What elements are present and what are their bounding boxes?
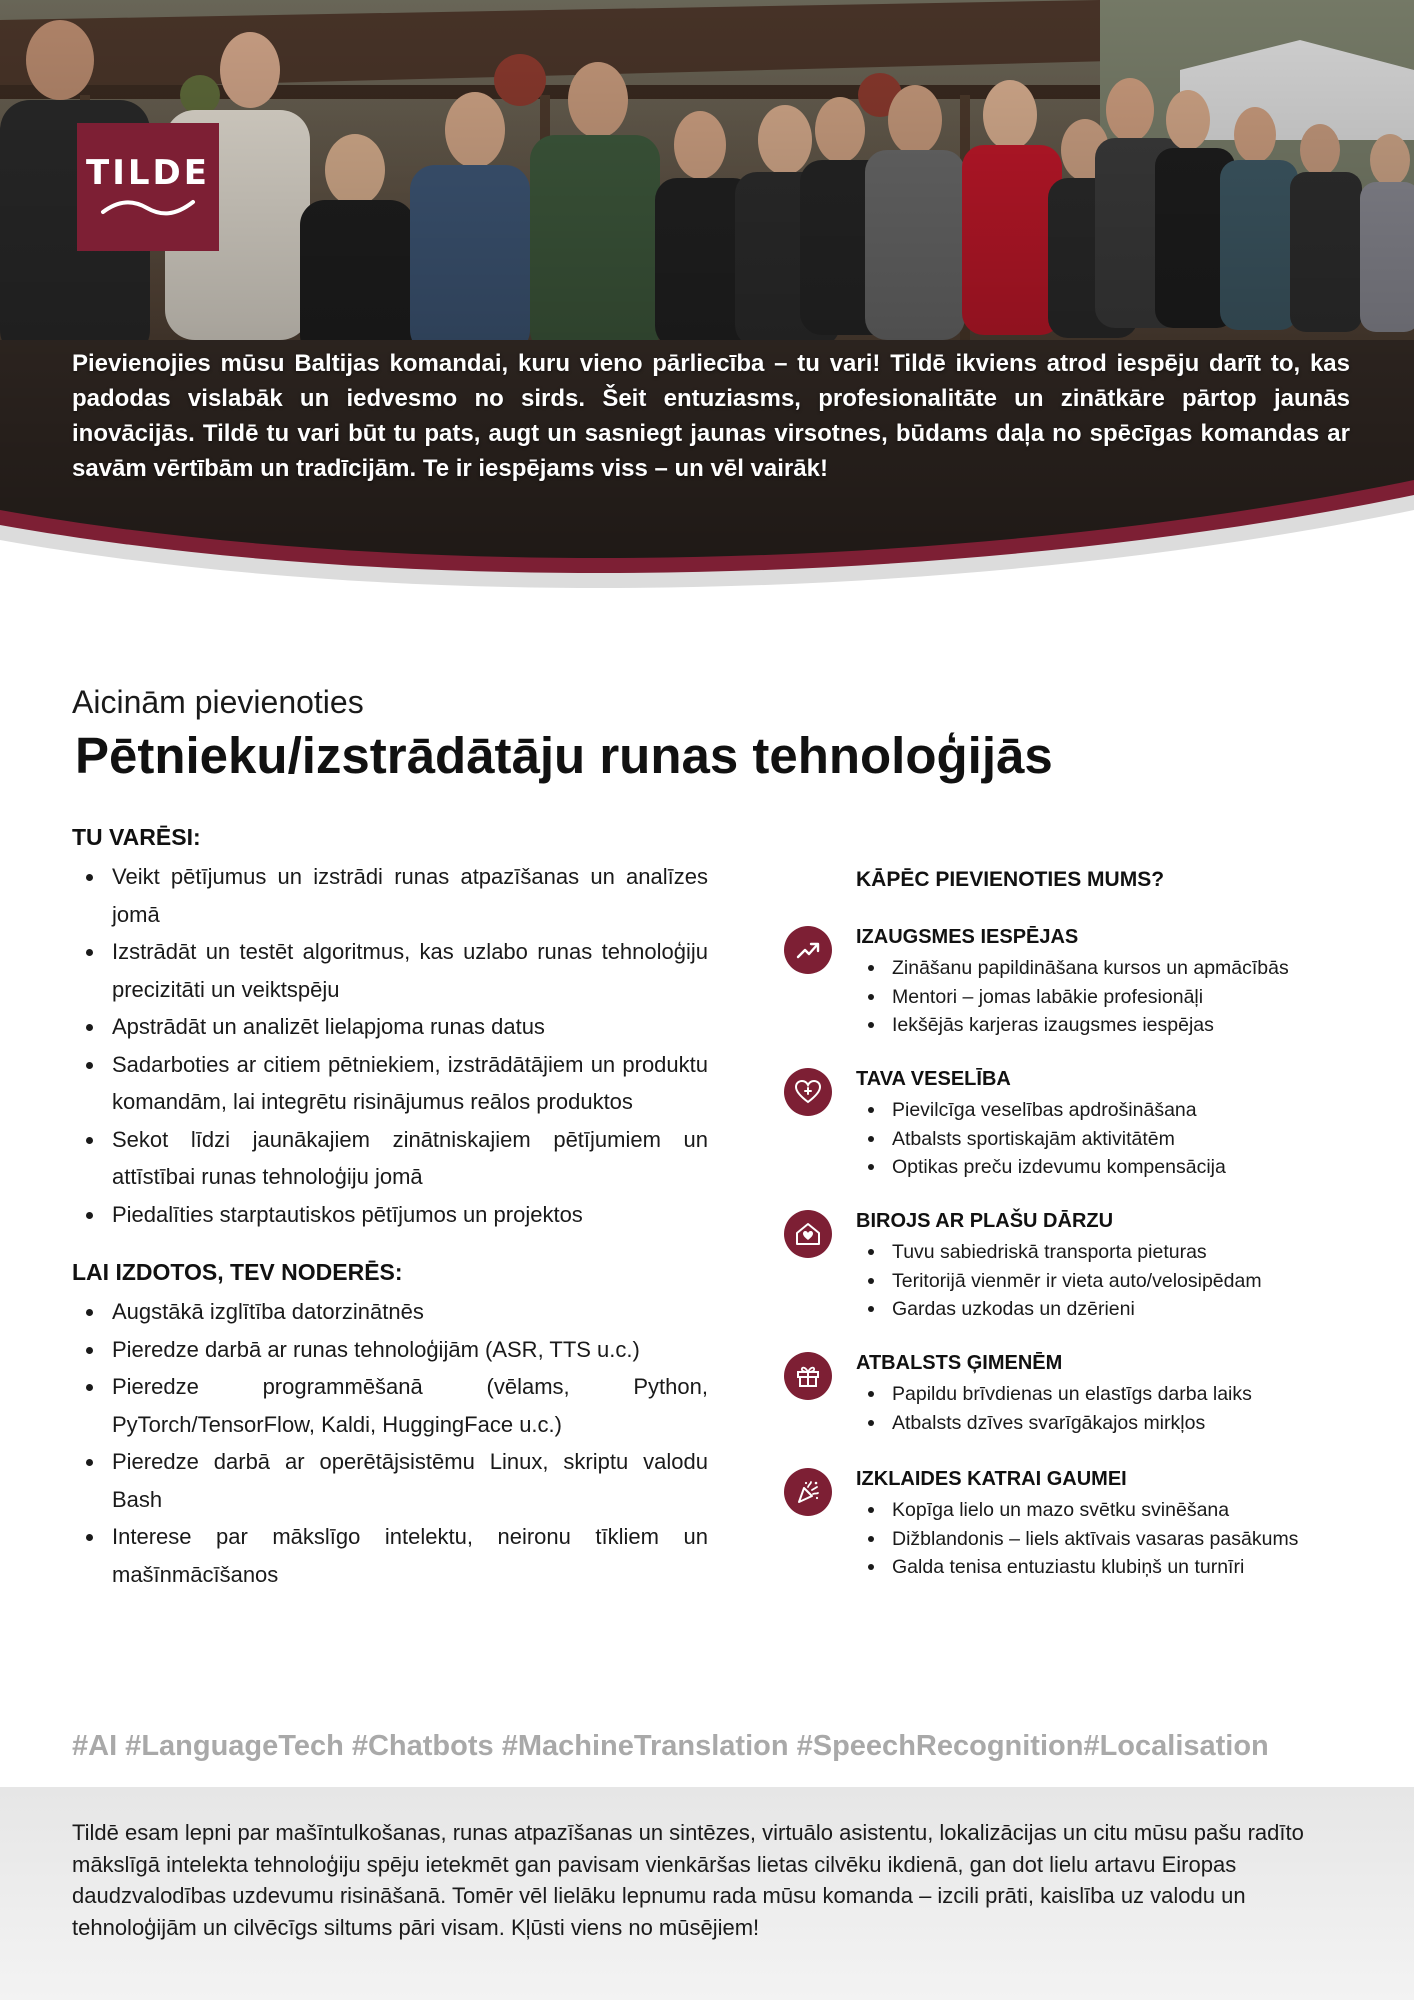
gift-icon — [784, 1352, 832, 1400]
requirements-list — [72, 1293, 708, 1593]
list-item: Iekšējās karjeras izaugsmes iespējas — [856, 1011, 1289, 1040]
page-subtitle: Aicinām pievienoties — [72, 684, 364, 720]
heart-health-icon — [784, 1068, 832, 1116]
job-details — [72, 822, 708, 1593]
list-item: Veikt pētījumus un izstrādi runas atpazīšanas un analīzes jomā — [72, 858, 708, 933]
list-item: Zināšanu papildināšana kursos un apmācībās — [856, 954, 1289, 983]
tasks-list — [72, 858, 708, 1233]
list-item: Papildu brīvdienas un elastīgs darba laiks — [856, 1380, 1252, 1409]
benefit-list — [856, 1496, 1298, 1582]
list-item: Pieredze programmēšanā (vēlams, Python, PyTorch/TensorFlow, Kaldi, HuggingFace u.c.) — [72, 1368, 708, 1443]
benefit-list — [856, 1238, 1262, 1324]
hero-intro-text: Pievienojies mūsu Baltijas komandai, kuru vieno pārliecība – tu vari! Tildē ikviens atrod iespēju darīt to, kas padodas vislabāk un iedvesmo no sirds. Šeit entuziasms, profesionalitāte un zinātkāre pārtop jaunās inovācijās. Tildē tu vari būt tu pats, augt un sasniegt jaunas virsotnes, būdams daļa no spēcīgas komandas ar savām vērtībām un tradīcijām. Te ir iespējams viss – un vēl vairāk! — [72, 350, 1350, 482]
trend-up-icon — [784, 926, 832, 974]
list-item: Apstrādāt un analizēt lielapjoma runas datus — [72, 1008, 708, 1046]
benefit-title: BIROJS AR PLAŠU DĀRZU — [856, 1210, 1114, 1232]
list-item: Gardas uzkodas un dzērieni — [856, 1295, 1262, 1324]
list-item: Atbalsts dzīves svarīgākajos mirkļos — [856, 1409, 1252, 1438]
benefit-title: IZKLAIDES KATRAI GAUMEI — [856, 1468, 1127, 1490]
list-item: Sadarboties ar citiem pētniekiem, izstrādātājiem un produktu komandām, lai integrētu risinājumus reālos produktos — [72, 1046, 708, 1121]
benefit-title: ATBALSTS ĢIMENĒM — [856, 1352, 1063, 1374]
logo-wave-icon — [99, 196, 197, 218]
list-item: Galda tenisa entuziastu klubiņš un turnīri — [856, 1553, 1298, 1582]
hashtags: #AI #LanguageTech #Chatbots #MachineTranslation #SpeechRecognition#Localisation — [72, 1730, 1269, 1762]
hero-banner — [0, 0, 1414, 640]
benefits-heading: KĀPĒC PIEVIENOTIES MUMS? — [856, 868, 1165, 891]
list-item: Mentori – jomas labākie profesionāļi — [856, 983, 1289, 1012]
benefit-list — [856, 1096, 1226, 1182]
tilde-logo — [77, 123, 219, 251]
list-item: Piedalīties starptautiskos pētījumos un projektos — [72, 1196, 708, 1234]
page-title: Pētnieku/izstrādātāju runas tehnoloģijās — [75, 727, 1053, 784]
list-item: Pieredze darbā ar operētājsistēmu Linux, skriptu valodu Bash — [72, 1443, 708, 1518]
home-heart-icon — [784, 1210, 832, 1258]
footer — [0, 1787, 1414, 2000]
list-item: Sekot līdzi jaunākajiem zinātniskajiem pētījumiem un attīstībai runas tehnoloģiju jomā — [72, 1121, 708, 1196]
list-item: Tuvu sabiedriskā transporta pieturas — [856, 1238, 1262, 1267]
list-item: Kopīga lielo un mazo svētku svinēšana — [856, 1496, 1298, 1525]
benefit-title: IZAUGSMES IESPĒJAS — [856, 926, 1079, 948]
list-item: Optikas preču izdevumu kompensācija — [856, 1153, 1226, 1182]
list-item: Dižblandonis – liels aktīvais vasaras pasākums — [856, 1525, 1298, 1554]
logo-wordmark: TILDE — [86, 153, 210, 193]
team-group-photo — [0, 0, 1414, 640]
benefit-list — [856, 1380, 1252, 1437]
benefit-title: TAVA VESELĪBA — [856, 1068, 1011, 1090]
list-item: Izstrādāt un testēt algoritmus, kas uzlabo runas tehnoloģiju precizitāti un veiktspēju — [72, 933, 708, 1008]
requirements-heading: LAI IZDOTOS, TEV NODERĒS: — [72, 1259, 403, 1285]
footer-text: Tildē esam lepni par mašīntulkošanas, runas atpazīšanas un sintēzes, virtuālo asistentu, lokalizācijas un citu mūsu pašu radīto mākslīgā intelekta tehnoloģiju spēju ietekmēt gan pavisam vienkāršas lietas cilvēku ikdienā, gan dot lielu artavu Eiropas daudzvalodības uzdevumu risināšanā. Tomēr vēl lielāku lepnumu rada mūsu komanda – izcili prāti, kaislība uz valodu un tehnoloģijām un cilvēcīgs siltums pāri visam. Kļūsti viens no mūsējiem! — [72, 1820, 1304, 1940]
list-item: Augstākā izglītība datorzinātnēs — [72, 1293, 708, 1331]
list-item: Teritorijā vienmēr ir vieta auto/velosipēdam — [856, 1267, 1262, 1296]
list-item: Pieredze darbā ar runas tehnoloģijām (ASR, TTS u.c.) — [72, 1331, 708, 1369]
benefit-list — [856, 954, 1289, 1040]
party-popper-icon — [784, 1468, 832, 1516]
tasks-heading: TU VARĒSI: — [72, 824, 201, 850]
list-item: Atbalsts sportiskajām aktivitātēm — [856, 1125, 1226, 1154]
list-item: Pievilcīga veselības apdrošināšana — [856, 1096, 1226, 1125]
list-item: Interese par mākslīgo intelektu, neironu tīkliem un mašīnmācīšanos — [72, 1518, 708, 1593]
